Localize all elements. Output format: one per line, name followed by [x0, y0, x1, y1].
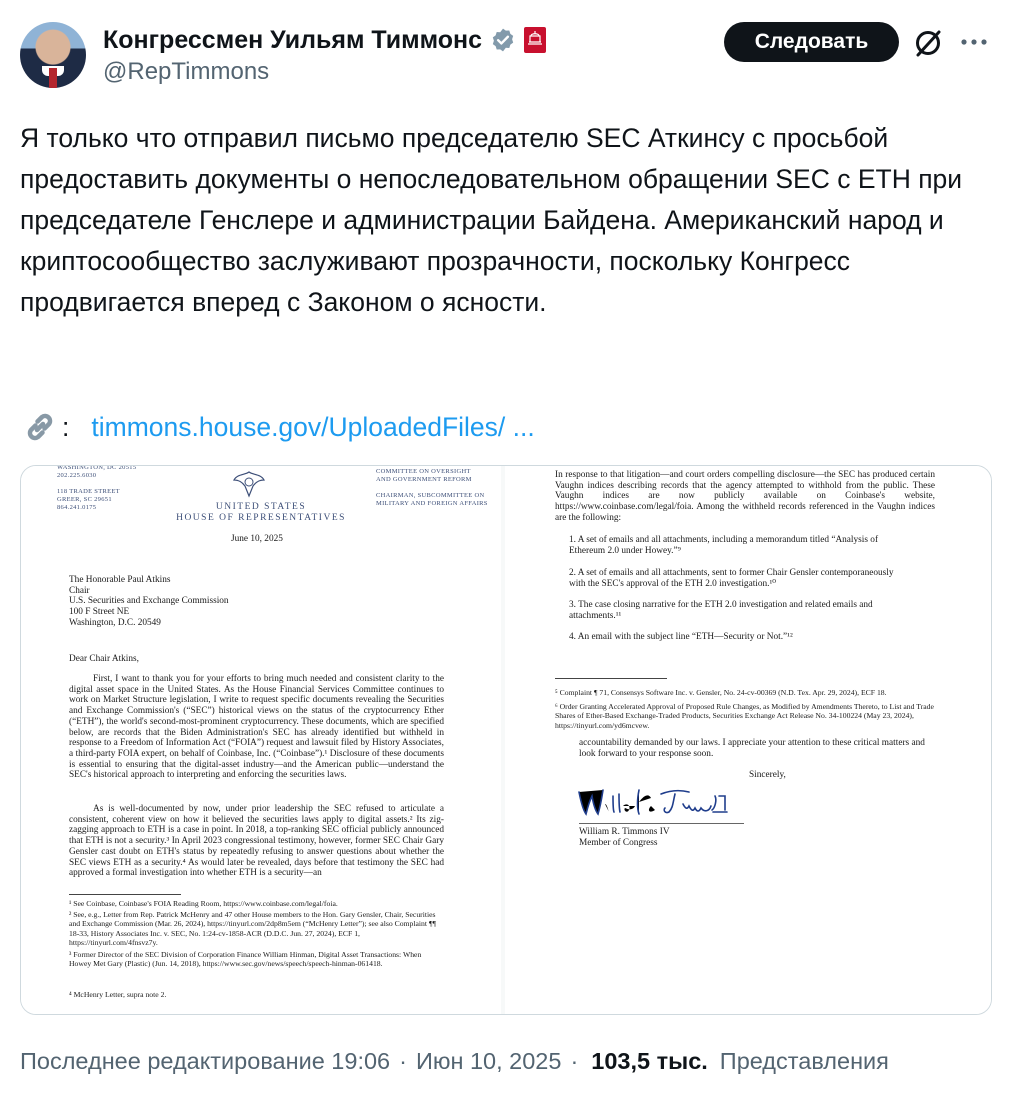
footnote-divider [555, 678, 667, 679]
office-line: 202.225.6030 [57, 472, 97, 479]
letter-date: June 10, 2025 [231, 534, 283, 544]
more-dots-icon[interactable] [958, 30, 990, 54]
record-item-1: 1. A set of emails and all attachments, including a memorandum titled “Analysis of Ethereum 2.0 under Howey.”⁹ [569, 535, 879, 556]
salutation: Dear Chair Atkins, [69, 654, 139, 664]
footnote-4: ⁴ McHenry Letter, supra note 2. [69, 990, 167, 999]
committee-block [376, 468, 496, 508]
views-label: Представления [719, 1047, 889, 1074]
committee-line: COMMITTEE ON OVERSIGHT [376, 468, 471, 475]
committee-line: AND GOVERNMENT REFORM [376, 476, 472, 483]
meta-separator: · [399, 1047, 407, 1074]
office-address-block [57, 466, 167, 512]
tweet-date[interactable]: Июн 10, 2025 [415, 1047, 562, 1074]
letterhead-line-1: UNITED STATES [215, 502, 307, 512]
author-display-name[interactable]: Конгрессмен Уильям Тиммонс [103, 25, 483, 54]
footnote-2: ² See, e.g., Letter from Rep. Patrick McHenry and 47 other House members to the Hon. Gary Gensler, Chair, Securities and Exchange Commission (Mar. 26, 2024), https://tinyurl.com/2dp8m5em (“McHenry Letter”); see also Complaint ¶¶ 18-33, History Associates Inc. v. SEC, No. 1:24-cv-1858-ACR (D.D.C. Jun. 27, 2024), ECF 1, https://tinyurl.com/4fnsvz7y. [69, 910, 436, 947]
author-name-row [103, 22, 546, 58]
record-item-2: 2. A set of emails and all attachments, sent to former Chair Gensler contemporaneously with the SEC's approval of the ETH 2.0 investigation.¹⁰ [569, 568, 894, 589]
attached-letter-image[interactable] [20, 465, 992, 1015]
letter-paragraph-2: As is well-documented by now, under prior leadership the SEC refused to articulate a consistent, coherent view on how it believed the securities laws apply to digital assets.² Its zig-zagging approach to ETH is a case in point. In 2018, a top-ranking SEC official publicly announced that ETH is not a security.³ In April 2023 congressional testimony, however, former SEC Chair Gary Gensler cast doubt on ETH's status by repeatedly refusing to answer questions about whether the SEC views ETH as a security.⁴ As would later be revealed, days before that testimony the SEC had approved a formal investigation into whether ETH is a security—an [69, 804, 444, 879]
footnote-6: ⁶ Order Granting Accelerated Approval of Proposed Rule Changes, as Modified by Amendments Thereto, to List and Trade Shares of Ether-Based Exchange-Traded Products, Securities Exchange Act Release No. 34-100224 (May 23, 2024), https://tinyurl.com/yd6mcvew. [555, 702, 934, 730]
record-item-3: 3. The case closing narrative for the ETH 2.0 investigation and related emails and attachments.¹¹ [569, 600, 873, 621]
office-line: WASHINGTON, DC 20515 [57, 466, 137, 471]
gray-verified-badge-icon[interactable] [490, 27, 516, 53]
footnote-5: ⁵ Complaint ¶ 71, Consensys Software Inc. v. Gensler, No. 24-cv-00369 (N.D. Tex. Apr. 29, 2024), ECF 18. [555, 688, 887, 697]
avatar[interactable] [20, 22, 86, 88]
us-house-flag-badge-icon[interactable] [524, 27, 546, 53]
record-item-4: 4. An email with the subject line “ETH—Security or Not.”¹² [569, 632, 793, 642]
follow-button[interactable]: Следовать [724, 22, 899, 62]
tweet-link[interactable]: timmons.house.gov/UploadedFiles/ ... [91, 411, 535, 442]
addressee-line: Chair [69, 585, 90, 596]
letterhead-line-2: HOUSE OF REPRESENTATIVES [176, 513, 346, 523]
signature-icon [575, 782, 735, 822]
committee-line [376, 484, 496, 492]
letter-intro-paragraph: In response to that litigation—and court orders compelling disclosure—the SEC has produced certain Vaughn indices describing records that the agency attempted to withhold from the public. These Vaughn indices are now publicly available on Coinbase's website, https://www.coinbase.com/legal/foia. Among the withheld records referenced in the Vaughn indices are the following: [555, 470, 935, 523]
letter-page-2 [505, 466, 991, 1014]
committee-line: CHAIRMAN, SUBCOMMITTEE ON [376, 492, 485, 499]
signature-line [579, 823, 744, 824]
tweet-meta [20, 1043, 889, 1079]
house-seal-icon [231, 468, 267, 500]
avatar-tie [49, 68, 57, 88]
addressee-block [69, 575, 229, 629]
author-handle[interactable]: @RepTimmons [103, 58, 270, 85]
views-count: 103,5 тыс. [591, 1047, 708, 1074]
grok-icon[interactable] [912, 27, 944, 59]
committee-line: MILITARY AND FOREIGN AFFAIRS [376, 500, 488, 507]
addressee-line: U.S. Securities and Exchange Commission [69, 596, 229, 607]
office-line: 864.241.0175 [57, 504, 97, 511]
letterhead-title [161, 502, 361, 524]
meta-separator: · [570, 1047, 579, 1074]
closing-paragraph: accountability demanded by our laws. I appreciate your attention to these critical matters and look forward to your response soon. [579, 738, 925, 759]
addressee-line: The Honorable Paul Atkins [69, 575, 171, 585]
link-colon: : [62, 411, 70, 442]
link-emoji-icon [22, 409, 58, 445]
office-line: 118 TRADE STREET [57, 488, 120, 495]
sincerely: Sincerely, [749, 770, 786, 780]
signer-name: William R. Timmons IV [579, 827, 670, 837]
letter-page-1 [21, 466, 501, 1014]
edited-timestamp[interactable]: Последнее редактирование 19:06 [20, 1047, 391, 1074]
footnote-3: ³ Former Director of the SEC Division of Corporation Finance William Hinman, Digital Asset Transactions: When Howey Met Gary (Plastic) (Jun. 14, 2018), https://www.sec.gov/news/speech/speech-hinman-061418. [69, 950, 422, 969]
addressee-line: 100 F Street NE [69, 607, 130, 618]
footnote-divider [69, 894, 181, 895]
tweet-text: Я только что отправил письмо председателю SEC Аткинсу с просьбой предоставить документы о непоследовательном обращении SEC с ETH при председателе Генслере и администрации Байдена. Американский народ и криптосообщество заслуживают прозрачности, поскольку Конгресс продвигается вперед с Законом о ясности. [20, 123, 963, 317]
letter-paragraph-1: First, I want to thank you for your efforts to bring much needed and consistent clarity to the digital asset space in the United States. As the House Financial Services Committee continues to work on Market Structure legislation, I write to request specific documents revealing the Securities and Exchange Commission's (“SEC”) historical views on the status of the cryptocurrency Ether (“ETH”), the world's second-most-prominent cryptocurrency. These documents, which are specified below, are records that the Biden Administration's SEC has already identified but withheld in response to a Freedom of Information Act (“FOIA”) request and lawsuit filed by History Associates, a third-party FOIA expert, on behalf of Coinbase, Inc. (“Coinbase”).¹ Disclosure of these documents is essential to ensuring that the digital-asset industry—and the American public—understand the SEC's historical approach to interpreting and enforcing the securities laws. [69, 674, 444, 781]
office-line: GREER, SC 29651 [57, 496, 112, 503]
office-line [57, 480, 167, 488]
footnote-1: ¹ See Coinbase, Coinbase's FOIA Reading Room, https://www.coinbase.com/legal/foia. [69, 899, 338, 908]
addressee-line: Washington, D.C. 20549 [69, 617, 161, 628]
signer-title: Member of Congress [579, 838, 658, 848]
tweet-link-row [22, 405, 535, 449]
